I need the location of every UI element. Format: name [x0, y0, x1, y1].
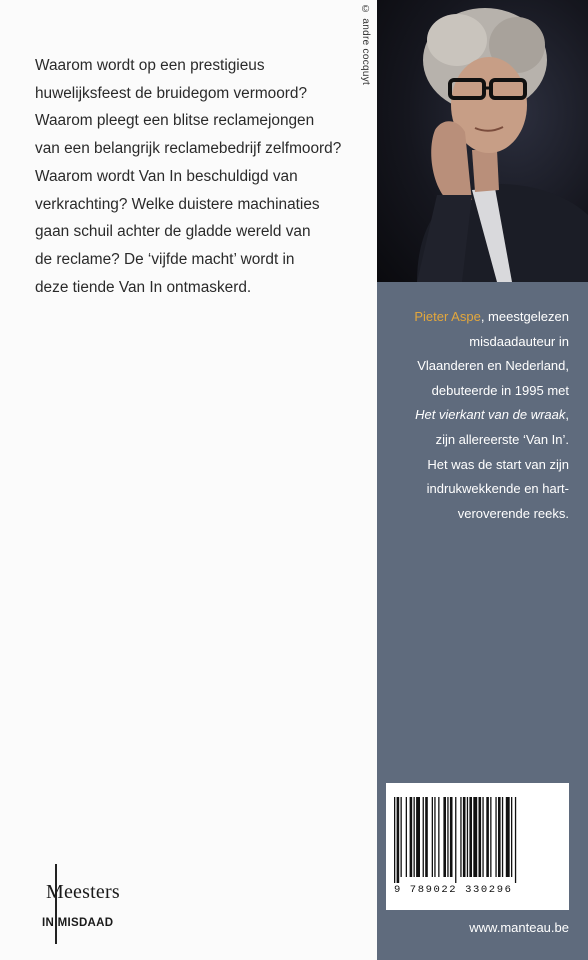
barcode-bar [498, 797, 501, 877]
blurb-line: Waarom pleegt een blitse reclamejongen [35, 112, 315, 130]
barcode [386, 783, 569, 910]
barcode-bar [490, 797, 491, 877]
blurb-line: Waarom wordt Van In beschuldigd van [35, 167, 298, 185]
bio-text: , [565, 407, 569, 423]
blurb-line: huwelijksfeest de bruidegom vermoord? [35, 84, 308, 102]
author-portrait [377, 0, 588, 282]
barcode-bar [473, 797, 477, 877]
barcode-bar [460, 797, 461, 877]
blurb-line: gaan schuil achter de gladde wereld van [35, 223, 311, 241]
blurb-line: van een belangrijk reclamebedrijf zelfmoord? [35, 140, 342, 158]
bio-line: Het was de start van zijn [427, 456, 569, 472]
barcode-bar [482, 797, 483, 877]
barcode-bar [394, 797, 395, 883]
barcode-bar [469, 797, 472, 877]
logo-word: Meesters [46, 881, 120, 903]
bio-line [377, 305, 569, 330]
blurb-line: Waarom wordt op een prestigieus [35, 57, 265, 74]
barcode-bar [432, 797, 433, 877]
barcode-bar [495, 797, 496, 877]
barcode-bar [450, 797, 453, 877]
portrait-illustration [377, 0, 588, 282]
author-bio [377, 305, 569, 526]
blurb-line: verkrachting? Welke duistere machinaties [35, 195, 320, 213]
book-title: Het vierkant van de wraak [415, 407, 566, 423]
barcode-bar [410, 797, 413, 877]
barcode-bar [425, 797, 428, 877]
barcode-bar [406, 797, 407, 877]
logo-subtitle: IN MISDAAD [42, 917, 114, 929]
bio-line: debuteerde in 1995 met [431, 382, 569, 398]
bio-line: indrukwekkende en hart- [426, 481, 569, 497]
blurb-line: deze tiende Van In ontmaskerd. [35, 278, 252, 296]
barcode-bar [486, 797, 489, 877]
barcode-bar [397, 797, 400, 883]
barcode-bar [502, 797, 503, 877]
bio-line [377, 403, 569, 428]
logo-rule [55, 864, 57, 944]
bio-text: , meestgelezen [480, 309, 569, 324]
barcode-bar [443, 797, 446, 877]
barcode-bar [479, 797, 482, 877]
barcode-bar [467, 797, 468, 877]
blurb-line: de reclame? De ‘vijfde macht’ wordt in [35, 250, 295, 268]
barcode-bar [506, 797, 510, 877]
barcode-bar [511, 797, 512, 877]
barcode-bar [434, 797, 435, 877]
photo-credit: © andre cocquyt [360, 4, 371, 86]
barcode-bar [438, 797, 439, 877]
series-logo [40, 860, 170, 940]
bio-line: zijn allereerste ‘Van In’. [435, 431, 569, 447]
barcode-bar [455, 797, 456, 883]
isbn-number: 9 789022 330296 [394, 884, 513, 896]
barcode-bar [463, 797, 466, 877]
barcode-bar [447, 797, 448, 877]
barcode-bar [416, 797, 420, 877]
barcode-bar [515, 797, 516, 883]
blurb-text [35, 52, 353, 301]
bio-line: Vlaanderen en Nederland, [417, 358, 569, 374]
barcode-bar [401, 797, 402, 877]
bio-line: veroverende reeks. [457, 505, 569, 521]
barcode-bar [414, 797, 415, 877]
publisher-website: www.manteau.be [469, 920, 569, 935]
author-name: Pieter Aspe [414, 309, 481, 324]
barcode-bar [423, 797, 424, 877]
barcode-bars [394, 797, 561, 883]
bio-line: misdaadauteur in [469, 333, 569, 349]
